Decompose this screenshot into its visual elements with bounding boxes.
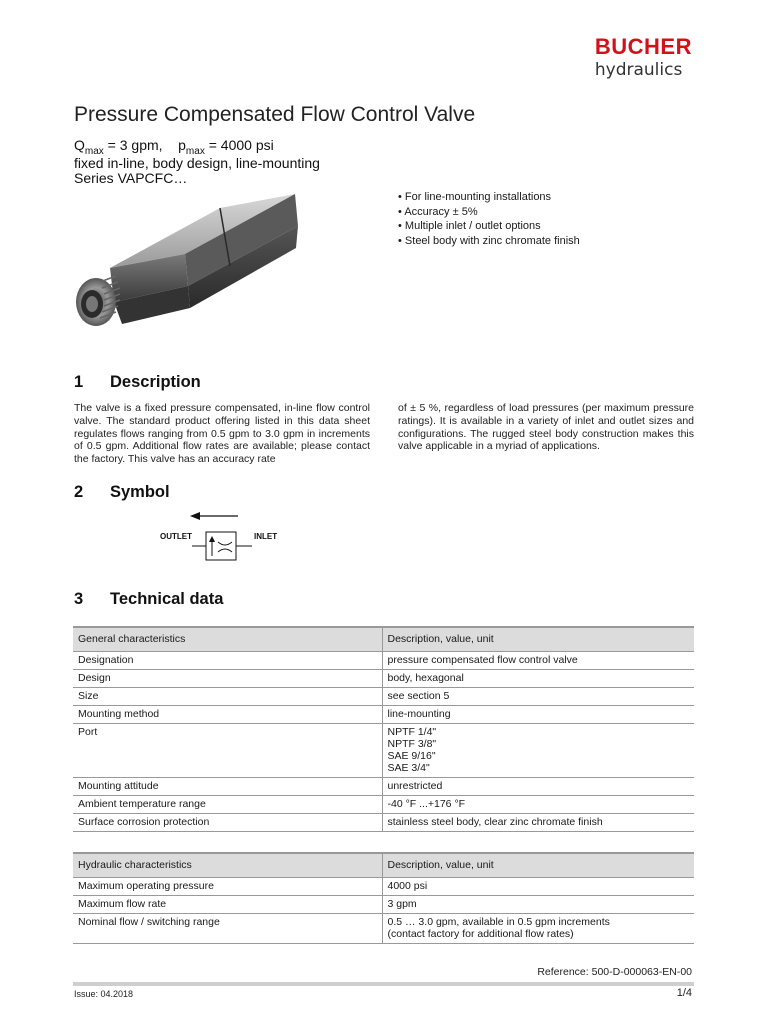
logo-brand: BUCHER [594,34,692,59]
footer-divider [73,982,694,986]
table-row [73,687,694,705]
table-cell-label: Ambient temperature range [73,795,382,813]
nominal-flow-note: (contact factory for additional flow rates) [387,927,574,940]
table-header-cell: Description, value, unit [382,853,694,877]
table-cell-label: Designation [73,651,382,669]
table-row [73,777,694,795]
flow-control-symbol-icon [150,506,290,570]
table-cell-value [382,723,694,777]
table-row [73,895,694,913]
feature-item: • Multiple inlet / outlet options [398,219,580,234]
table-header-cell: Hydraulic characteristics [73,853,382,877]
table-cell-value: line-mounting [382,705,694,723]
section-technical-heading: 3 Technical data [74,590,224,608]
symbol-inlet-label: INLET [254,532,278,541]
table-cell-value: unrestricted [382,777,694,795]
table-header-row [73,853,694,877]
document-reference: Reference: 500-D-000063-EN-00 [537,966,692,978]
table-row [73,877,694,895]
spec-design: fixed in-line, body design, line-mounting [74,155,320,171]
table-cell-label: Design [73,669,382,687]
table-row [73,705,694,723]
spec-summary [74,138,320,186]
port-option: NPTF 3/8" [387,737,437,750]
hydraulic-characteristics-table [73,852,694,944]
table-cell-value [382,913,694,943]
table-row [73,913,694,943]
page-number: 1/4 [676,987,692,999]
table-cell-label: Mounting method [73,705,382,723]
table-row [73,795,694,813]
port-option: NPTF 1/4" [387,725,437,738]
table-row [73,813,694,831]
nominal-flow-line: 0.5 … 3.0 gpm, available in 0.5 gpm increments [387,915,610,928]
general-characteristics-table [73,626,694,832]
table-cell-label: Maximum flow rate [73,895,382,913]
valve-photo-icon [70,190,310,338]
section-symbol-heading: 2 Symbol [74,483,170,501]
table-cell-value: see section 5 [382,687,694,705]
table-cell-label: Maximum operating pressure [73,877,382,895]
table-cell-label: Nominal flow / switching range [73,913,382,943]
spec-series: Series VAPCFC… [74,170,188,186]
table-cell-value: -40 °F ...+176 °F [382,795,694,813]
symbol-outlet-label: OUTLET [160,532,192,541]
feature-item: • For line-mounting installations [398,190,580,205]
table-cell-label: Surface corrosion protection [73,813,382,831]
port-option: SAE 9/16" [387,749,436,762]
table-header-cell: Description, value, unit [382,627,694,651]
table-header-cell: General characteristics [73,627,382,651]
description-right: of ± 5 %, regardless of load pressures (per maximum pressure ratings). It is available in a variety of inlet and outlet sizes and configurations. The rugged steel body construction makes this valve applicable in a myriad of applications. [398,402,694,453]
table-cell-value: 3 gpm [382,895,694,913]
feature-item: • Accuracy ± 5% [398,205,580,220]
table-cell-label: Mounting attitude [73,777,382,795]
feature-list [398,190,580,248]
table-cell-label: Size [73,687,382,705]
table-row [73,723,694,777]
table-cell-label: Port [73,723,382,777]
table-row [73,651,694,669]
spec-q-p: $Q_{max} = 3$ gpm, $p_{max} = 4000$ psi [74,137,274,157]
table-row [73,669,694,687]
description-left: The valve is a fixed pressure compensated, in-line flow control valve. The standard product offering listed in this data sheet regulates flows ranging from 0.5 gpm to 3.0 gpm in increments of 0.5 gpm. Additional flow rates are available; please contact the factory. This valve has an accuracy rate [74,402,370,466]
table-cell-value: body, hexagonal [382,669,694,687]
port-option: SAE 3/4" [387,761,430,774]
table-header-row [73,627,694,651]
section-description-heading: 1 Description [74,373,201,391]
table-cell-value: stainless steel body, clear zinc chromate finish [382,813,694,831]
company-logo [595,36,692,80]
table-cell-value: 4000 psi [382,877,694,895]
page-title: Pressure Compensated Flow Control Valve [74,103,476,126]
issue-date: Issue: 04.2018 [74,989,134,999]
logo-subtitle: hydraulics [594,60,683,80]
feature-item: • Steel body with zinc chromate finish [398,234,580,249]
table-cell-value: pressure compensated flow control valve [382,651,694,669]
